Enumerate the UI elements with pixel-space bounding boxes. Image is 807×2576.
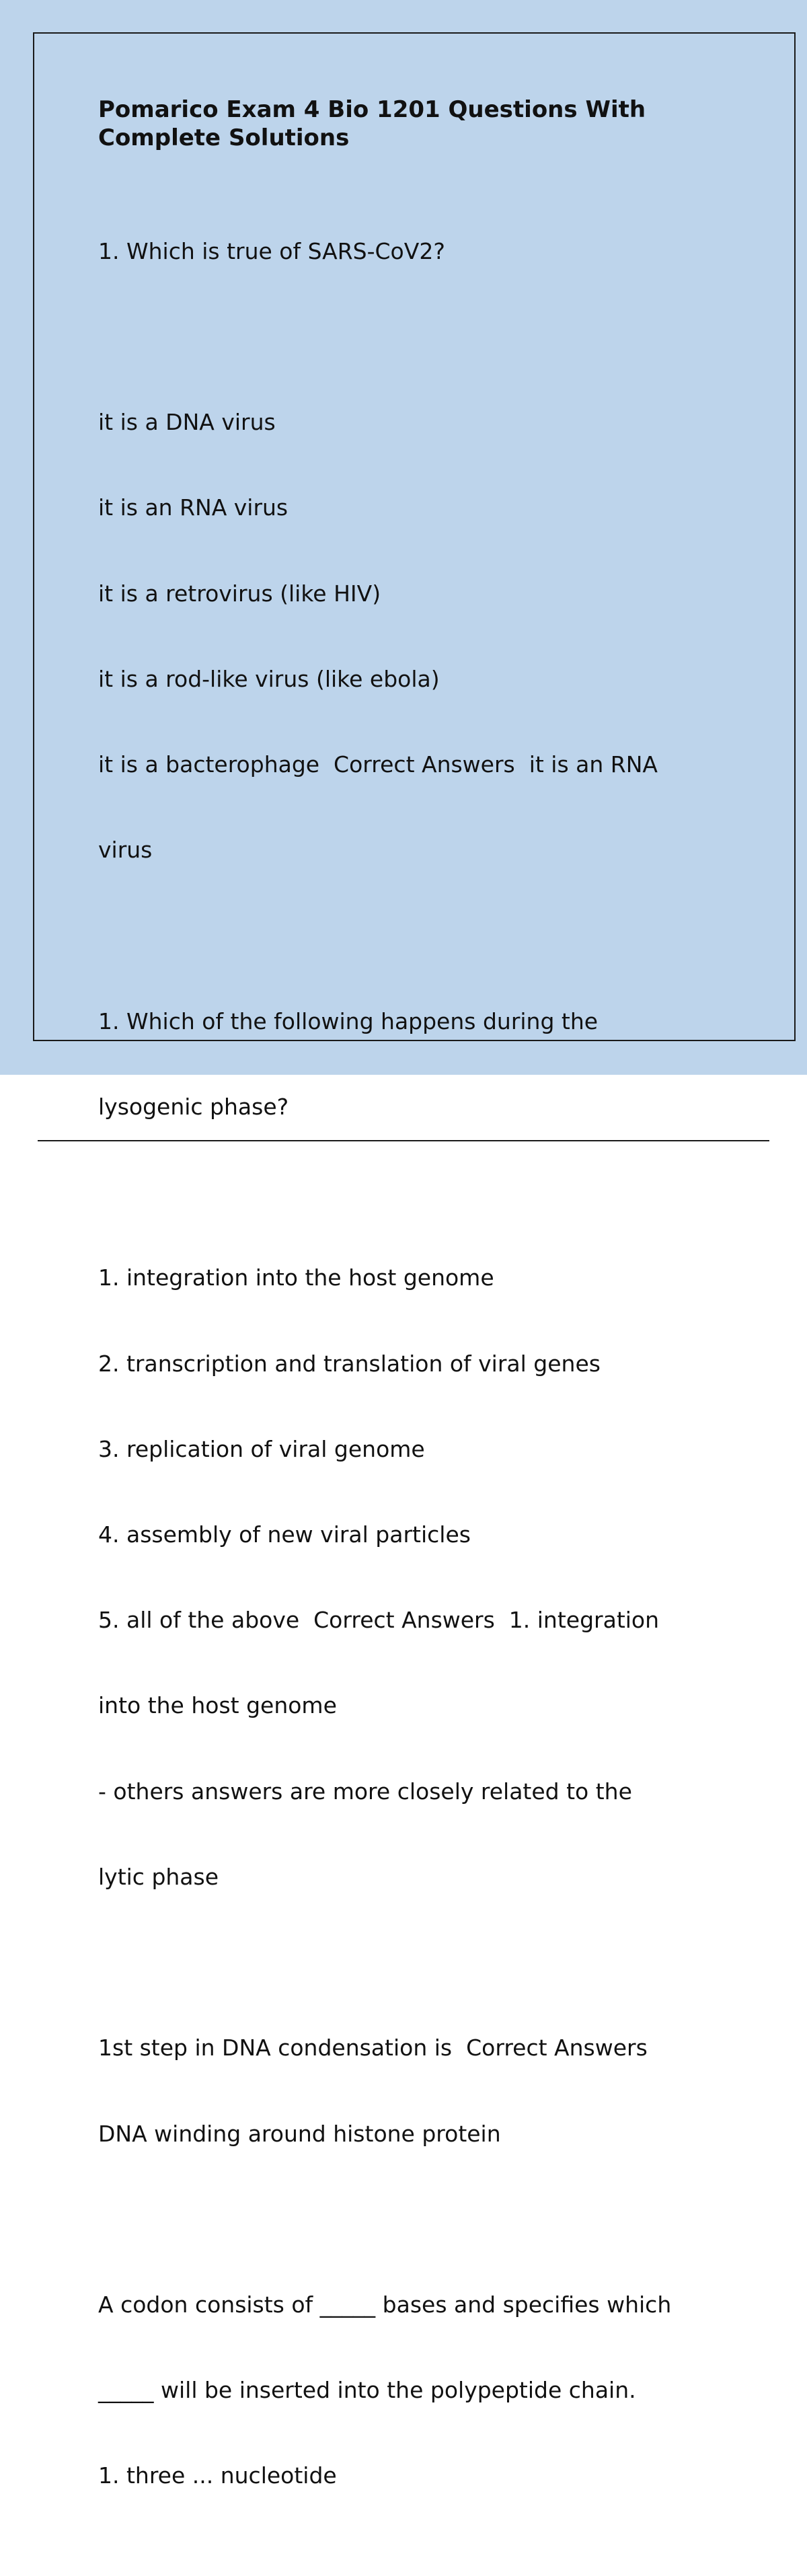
option-line: 1. integration into the host genome xyxy=(98,1264,494,1291)
option-line: it is a bacterophage Correct Answers it is an RNA xyxy=(98,751,658,778)
option-line: it is an RNA virus xyxy=(98,494,289,521)
document-title xyxy=(98,96,744,152)
option-line: 4. assembly of new viral particles xyxy=(98,1521,471,1548)
question-4 xyxy=(98,2234,744,2547)
question-1 xyxy=(98,180,744,323)
document-body xyxy=(98,96,744,2576)
question-2-options xyxy=(98,1207,744,1949)
option-line: 2. transcription and translation of viral genes xyxy=(98,1350,601,1377)
title-line: Complete Solutions xyxy=(98,124,350,151)
question-text: 1st step in DNA condensation is Correct Answers xyxy=(98,2035,648,2061)
question-text: 1. Which of the following happens during the xyxy=(98,1008,599,1034)
option-line: - others answers are more closely related to the xyxy=(98,1778,632,1805)
answer-text: 1. three ... nucleotide xyxy=(98,2462,337,2489)
option-line: it is a retrovirus (like HIV) xyxy=(98,580,381,607)
question-3 xyxy=(98,1977,744,2205)
question-text: _____ will be inserted into the polypeptide chain. xyxy=(98,2377,636,2404)
answer-text: DNA winding around histone protein xyxy=(98,2120,501,2147)
option-line: 3. replication of viral genome xyxy=(98,1435,425,1462)
option-line: it is a DNA virus xyxy=(98,409,276,436)
question-text: A codon consists of _____ bases and specifies which xyxy=(98,2291,672,2318)
question-2 xyxy=(98,950,744,1178)
option-line: 5. all of the above Correct Answers 1. integration xyxy=(98,1607,660,1634)
option-line: virus xyxy=(98,837,153,864)
question-text: lysogenic phase? xyxy=(98,1093,289,1120)
title-line: Pomarico Exam 4 Bio 1201 Questions With xyxy=(98,96,646,123)
footer-divider xyxy=(38,1140,769,1141)
option-line: lytic phase xyxy=(98,1863,219,1890)
option-line: into the host genome xyxy=(98,1692,337,1719)
question-1-options xyxy=(98,351,744,921)
question-text: 1. Which is true of SARS-CoV2? xyxy=(98,237,445,264)
option-line: it is a rod-like virus (like ebola) xyxy=(98,665,440,692)
